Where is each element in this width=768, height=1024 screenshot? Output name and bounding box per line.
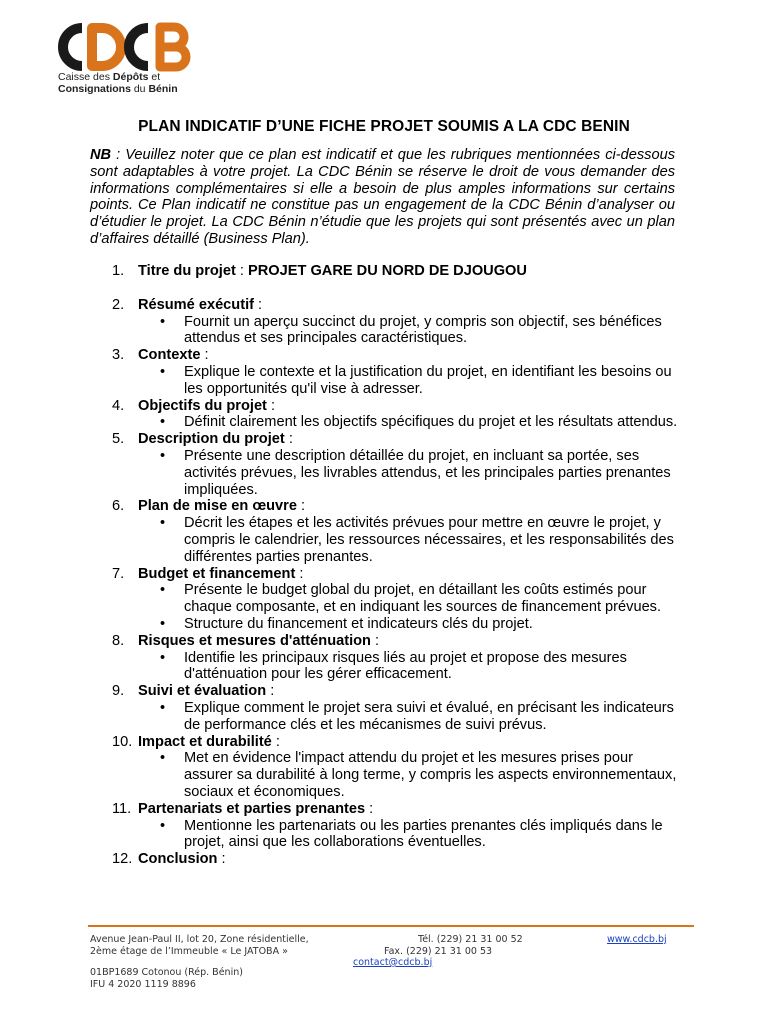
section-bullets <box>90 582 690 632</box>
bullet-dot-icon: • <box>160 414 166 431</box>
section-separator: : <box>296 498 306 515</box>
cdcb-logo-mark <box>56 22 196 72</box>
bullet-dot-icon: • <box>160 447 166 464</box>
section-separator: : <box>284 431 293 448</box>
bullet-text: Présente une description détaillée du projet, en incluant sa portée, ses activités prévues, les livrables attendus, et les principales parties prenantes impliquées. <box>184 447 671 498</box>
logo-name-line1: Caisse des Dépôts et <box>58 71 161 83</box>
logo-name-line2: Consignations du Bénin <box>58 83 178 95</box>
section-heading <box>138 297 690 314</box>
footer-divider <box>88 925 694 927</box>
section-item <box>90 801 690 851</box>
section-number: 2. <box>112 296 125 313</box>
bullet-text: Mentionne les partenariats ou les parties prenantes clés impliqués dans le projet, ainsi que les collaborations éventuelles. <box>184 817 663 851</box>
section-number: 10. <box>112 733 133 750</box>
footer-ifu: IFU 4 2020 1119 8896 <box>90 979 196 990</box>
bullet-text: Explique le contexte et la justification du projet, en identifiant les besoins ou les opportunités qu'il vise à adresser. <box>184 363 672 397</box>
section-bullets <box>90 750 690 800</box>
section-separator: : <box>266 397 276 414</box>
section-value: PROJET GARE DU NORD DE DJOUGOU <box>248 263 527 279</box>
section-item <box>90 431 690 498</box>
section-item <box>90 263 690 280</box>
section-separator: : <box>200 347 209 364</box>
section-number: 9. <box>112 683 125 700</box>
section-item <box>90 398 690 432</box>
section-item <box>90 633 690 683</box>
section-separator: : <box>266 683 275 700</box>
section-title: Description du projet <box>138 431 285 448</box>
bullet-item <box>160 363 684 398</box>
footer-website-link[interactable]: www.cdcb.bj <box>607 934 667 945</box>
bullet-dot-icon: • <box>160 615 166 632</box>
section-bullets <box>90 414 690 431</box>
section-title: Contexte <box>138 347 201 364</box>
footer-address-line1: Avenue Jean-Paul II, lot 20, Zone résidentielle, <box>90 934 309 945</box>
bullet-text: Met en évidence l'impact attendu du projet et les mesures prises pour assurer sa durabilité à long terme, y compris les aspects environnementaux, sociaux et économiques. <box>184 750 677 800</box>
nb-text: : Veuillez noter que ce plan est indicatif et que les rubriques mentionnées ci-dessous sont adaptables à votre projet. La CDC Bénin se réserve le droit de vous demander des informations complémentaires si elle a besoin de plus amples informations sur certains points. Ce Plan indicatif ne constitue pas un engagement de la CDC Bénin d’analyser ou d’étudier le projet. La CDC Bénin n’étudie que les projets qui sont présentés avec un plan d’affaires détaillé (Business Plan). <box>90 147 675 247</box>
section-bullets <box>90 650 690 684</box>
bullet-item <box>160 515 684 565</box>
bullet-dot-icon: • <box>160 582 166 599</box>
section-number: 1. <box>112 263 125 279</box>
bullet-item <box>160 649 684 684</box>
section-title: Budget et financement <box>138 565 296 582</box>
section-item <box>90 566 690 633</box>
section-number: 8. <box>112 632 125 649</box>
section-number: 7. <box>112 565 125 582</box>
section-title: Titre du projet <box>138 263 236 279</box>
section-separator: : <box>295 565 304 582</box>
section-number: 6. <box>112 498 125 515</box>
section-item <box>90 347 690 397</box>
footer-tel: Tél. (229) 21 31 00 52 <box>418 934 523 945</box>
bullet-dot-icon: • <box>160 363 166 380</box>
section-heading <box>138 263 690 280</box>
sections-list <box>90 263 690 868</box>
section-number: 4. <box>112 397 125 414</box>
bullet-text: Définit clairement les objectifs spécifiques du projet et les résultats attendus. <box>184 414 678 431</box>
section-separator: : <box>271 733 280 750</box>
section-title: Risques et mesures d'atténuation <box>138 632 371 649</box>
section-title: Plan de mise en œuvre <box>138 498 297 515</box>
section-title: Suivi et évaluation <box>138 683 267 700</box>
section-bullets <box>90 364 690 398</box>
bullet-dot-icon: • <box>160 817 166 834</box>
section-bullets <box>90 448 690 498</box>
section-bullets <box>90 700 690 734</box>
section-number: 3. <box>112 347 125 364</box>
section-number: 11. <box>112 800 132 817</box>
section-title: Conclusion <box>138 851 218 868</box>
footer-address-line2: 2ème étage de l’Immeuble « Le JATOBA » <box>90 946 288 957</box>
bullet-dot-icon: • <box>160 313 166 330</box>
bullet-item <box>160 447 684 498</box>
section-bullets <box>90 515 690 565</box>
bullet-item <box>160 817 684 852</box>
page-title: PLAN INDICATIF D’UNE FICHE PROJET SOUMIS A LA CDC BENIN <box>138 118 630 135</box>
section-heading <box>138 734 690 751</box>
section-heading <box>138 851 690 868</box>
footer-email-link[interactable]: contact@cdcb.bj <box>353 957 433 968</box>
bullet-dot-icon: • <box>160 649 166 666</box>
bullet-item <box>160 313 684 348</box>
section-separator: : <box>217 851 226 868</box>
section-number: 5. <box>112 431 125 448</box>
footer-fax: Fax. (229) 21 31 00 53 <box>384 946 493 957</box>
footer-po-box: 01BP1689 Cotonou (Rép. Bénin) <box>90 967 243 978</box>
section-item <box>90 851 690 868</box>
nb-paragraph <box>90 147 675 248</box>
section-item <box>90 683 690 733</box>
section-number: 12. <box>112 851 133 868</box>
section-item <box>90 297 690 347</box>
section-separator: : <box>365 800 374 817</box>
bullet-text: Identifie les principaux risques liés au projet et propose des mesures d'atténuation pour les gérer efficacement. <box>184 649 627 683</box>
section-separator: : <box>254 296 263 313</box>
bullet-dot-icon: • <box>160 699 166 716</box>
section-separator: : <box>370 632 380 649</box>
section-title: Partenariats et parties prenantes <box>138 800 366 817</box>
bullet-dot-icon: • <box>160 515 166 532</box>
section-title: Résumé exécutif <box>138 296 254 313</box>
bullet-item <box>160 582 684 616</box>
section-heading <box>138 566 690 583</box>
section-heading <box>138 683 690 700</box>
bullet-text: Structure du financement et indicateurs clés du projet. <box>184 615 533 632</box>
section-heading <box>138 398 690 415</box>
bullet-item <box>160 750 684 800</box>
section-heading <box>138 498 690 515</box>
section-bullets <box>90 314 690 348</box>
bullet-text: Décrit les étapes et les activités prévues pour mettre en œuvre le projet, y compris le calendrier, les ressources nécessaires, et les responsabilités des différentes parties prenantes. <box>184 515 674 565</box>
section-item <box>90 734 690 801</box>
section-bullets <box>90 818 690 852</box>
cdcb-logo <box>56 22 196 94</box>
bullet-text: Présente le budget global du projet, en détaillant les coûts estimés pour chaque composante, et en indiquant les sources de financement prévues. <box>184 582 662 616</box>
section-title: Impact et durabilité <box>138 733 272 750</box>
bullet-text: Explique comment le projet sera suivi et évalué, en précisant les indicateurs de performance clés et les mécanismes de suivi prévus. <box>184 699 674 733</box>
section-heading <box>138 633 690 650</box>
section-heading <box>138 347 690 364</box>
section-heading <box>138 431 690 448</box>
bullet-item <box>160 615 684 633</box>
bullet-text: Fournit un aperçu succinct du projet, y compris son objectif, ses bénéfices attendus et ses principales caractéristiques. <box>184 313 662 347</box>
bullet-dot-icon: • <box>160 750 166 767</box>
section-item <box>90 498 690 565</box>
bullet-item <box>160 699 684 734</box>
section-title: Objectifs du projet <box>138 397 267 414</box>
section-heading <box>138 801 690 818</box>
nb-label: NB <box>90 147 112 163</box>
section-separator: : <box>235 263 249 279</box>
bullet-item <box>160 414 684 431</box>
